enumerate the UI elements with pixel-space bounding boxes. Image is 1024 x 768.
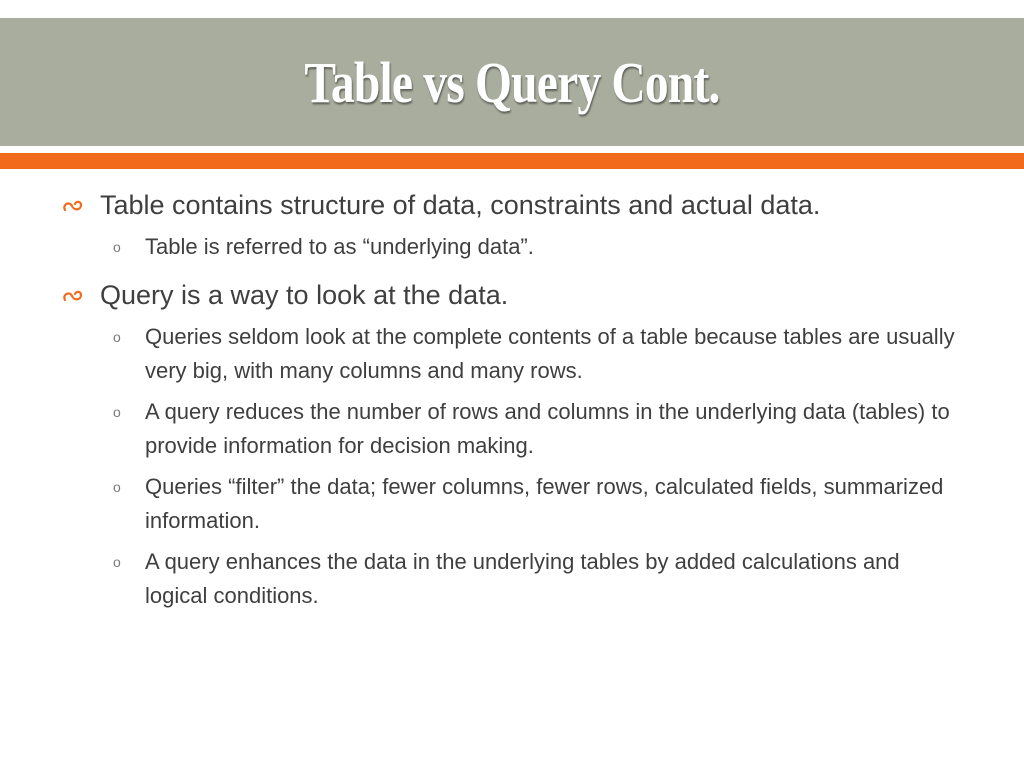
sub-bullet-text: Queries “filter” the data; fewer columns, fewer rows, calculated fields, summarized information. [145,474,944,533]
sub-bullet-group [60,320,960,613]
hollow-circle-bullet-icon: o [113,329,121,345]
sub-bullet-group [60,230,960,264]
sub-bullet-text: A query enhances the data in the underlying tables by added calculations and logical conditions. [145,549,900,608]
sub-bullet-text: Table is referred to as “underlying data”. [145,234,534,259]
bullet-item [60,188,960,222]
orange-curl-bullet-icon [62,290,84,304]
sub-bullet-item [113,395,960,463]
hollow-circle-bullet-icon: o [113,479,121,495]
accent-bar [0,153,1024,169]
sub-bullet-item [113,545,960,613]
bullet-item [60,278,960,312]
hollow-circle-bullet-icon: o [113,554,121,570]
sub-bullet-item [113,230,960,264]
hollow-circle-bullet-icon: o [113,404,121,420]
title-divider-gap [0,146,1024,153]
orange-curl-bullet-icon [62,200,84,214]
hollow-circle-bullet-icon: o [113,239,121,255]
title-band [0,18,1024,146]
sub-bullet-text: Queries seldom look at the complete contents of a table because tables are usually very big, with many columns and many rows. [145,324,955,383]
sub-bullet-item [113,320,960,388]
bullet-text: Table contains structure of data, constraints and actual data. [100,190,821,220]
sub-bullet-item [113,470,960,538]
slide-title: Table vs Query Cont. [304,49,720,115]
sub-bullet-text: A query reduces the number of rows and columns in the underlying data (tables) to provide information for decision making. [145,399,950,458]
bullet-text: Query is a way to look at the data. [100,280,509,310]
slide-content [60,188,960,627]
